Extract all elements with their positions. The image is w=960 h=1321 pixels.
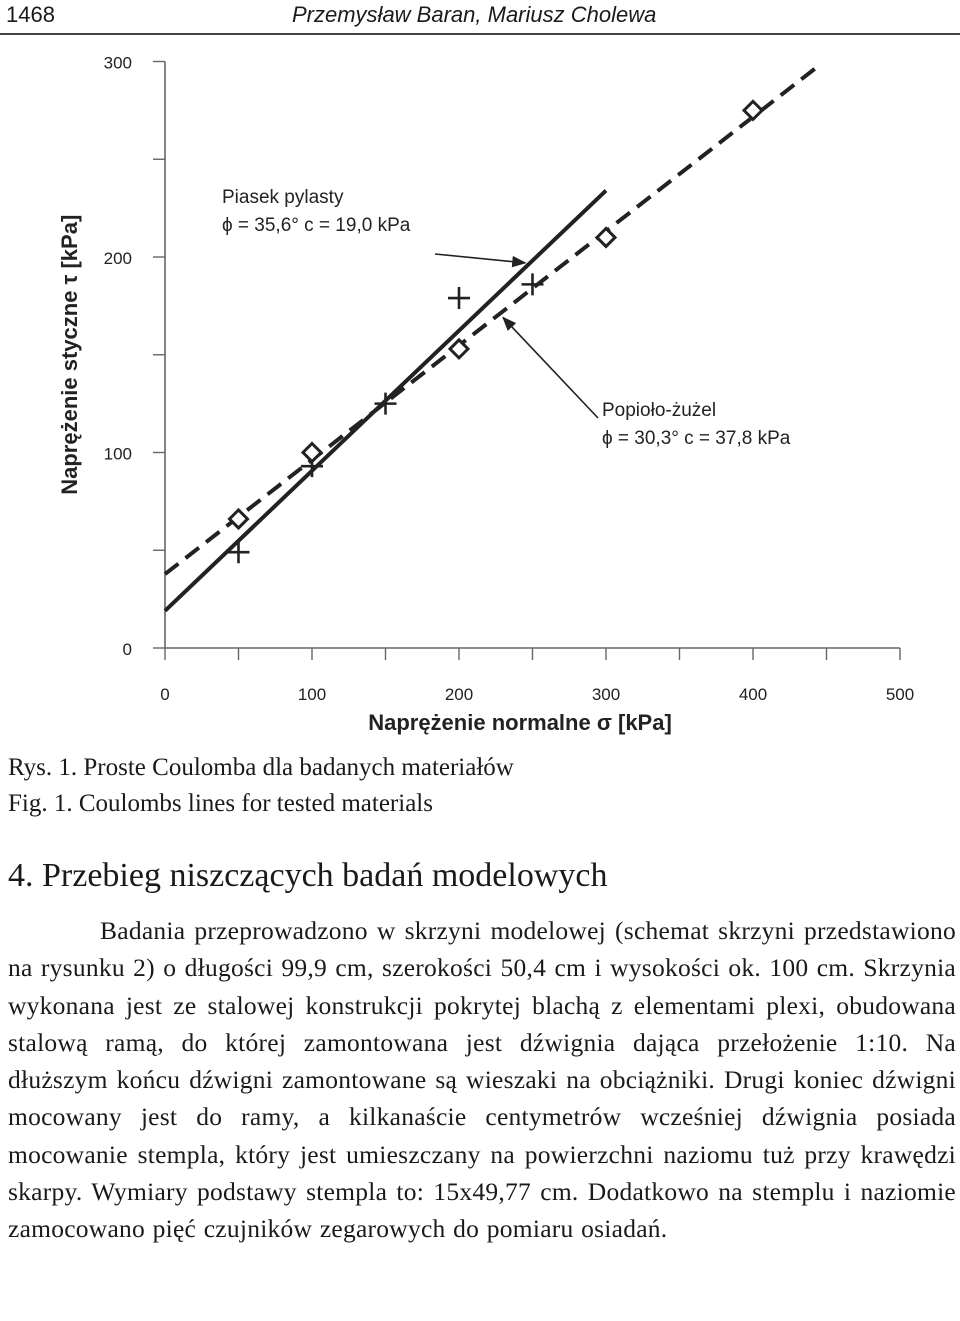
y-tick-label: 0 (122, 640, 132, 659)
caption-en-label: Fig. 1. (8, 790, 73, 817)
caption-pl-text: Proste Coulomba dla badanych materiałów (83, 754, 514, 781)
data-point-diamond (303, 444, 321, 462)
caption-en-text: Coulombs lines for tested materials (78, 790, 433, 817)
x-tick-label: 0 (160, 685, 170, 704)
caption-pl-label: Rys. 1. (8, 754, 78, 781)
data-point-diamond (744, 101, 762, 119)
section-title: 4. Przebieg niszczących badań modelowych (8, 857, 608, 894)
x-tick-label: 500 (885, 685, 915, 704)
x-axis-label: Naprężenie normalne σ [kPa] (368, 710, 672, 735)
y-tick-label: 100 (103, 444, 132, 464)
x-tick-label: 300 (591, 685, 621, 704)
annotation-title-1: Piasek pylasty (222, 187, 344, 208)
figure-caption-en (8, 788, 433, 820)
y-tick-label: 200 (103, 249, 132, 268)
y-axis-label: Naprężenie styczne τ [kPa] (57, 214, 82, 495)
x-tick-label: 200 (444, 685, 474, 704)
annotation-arrow-1 (435, 254, 525, 263)
annotation-title-2: Popioło-żużel (602, 400, 717, 421)
data-point-plus (228, 541, 250, 563)
coulomb-chart (0, 40, 960, 745)
data-point-diamond (597, 228, 615, 246)
data-point-diamond (230, 510, 248, 528)
annotation-params-2: ϕ = 30,3° c = 37,8 kPa (602, 428, 791, 449)
y-tick-label: 300 (103, 53, 132, 73)
figure-caption-pl (8, 752, 514, 784)
running-head-authors: Przemysław Baran, Mariusz Cholewa (292, 2, 657, 27)
body-paragraph: Badania przeprowadzono w skrzyni modelowej (schemat skrzyni przedstawiono na rysunku 2) o długości 99,9 cm, szerokości 50,4 cm i wysokości ok. 100 cm. Skrzynia wykonana jest ze stalowej konstrukcji pokrytej blachą z elementami plexi, obudowana stalową ramą, do której zamontowana jest dźwignia dająca przełożenie 1:10. Na dłuższym końcu dźwigni zamontowane są wieszaki na obciążniki. Drugi koniec dźwigni mocowany jest do ramy, a kilkanaście centymetrów wcześniej dźwignia posiada mocowanie stempla, który jest umieszczany na powierzchni naziomu tuż przy krawędzi skarpy. Wymiary podstawy stempla to: 15x49,77 cm. Dodatkowo na stemplu i naziomie zamocowano pięć czujników zegarowych do pomiaru osiadań. (8, 916, 956, 1244)
annotation-arrow-2 (503, 318, 598, 418)
page-number: 1468 (6, 2, 55, 27)
x-tick-label: 100 (297, 685, 327, 704)
x-tick-label: 400 (738, 685, 768, 704)
data-point-plus (448, 287, 470, 309)
page-header (0, 0, 960, 35)
fit-line-2 (165, 65, 819, 574)
annotation-params-1: ϕ = 35,6° c = 19,0 kPa (222, 215, 411, 236)
